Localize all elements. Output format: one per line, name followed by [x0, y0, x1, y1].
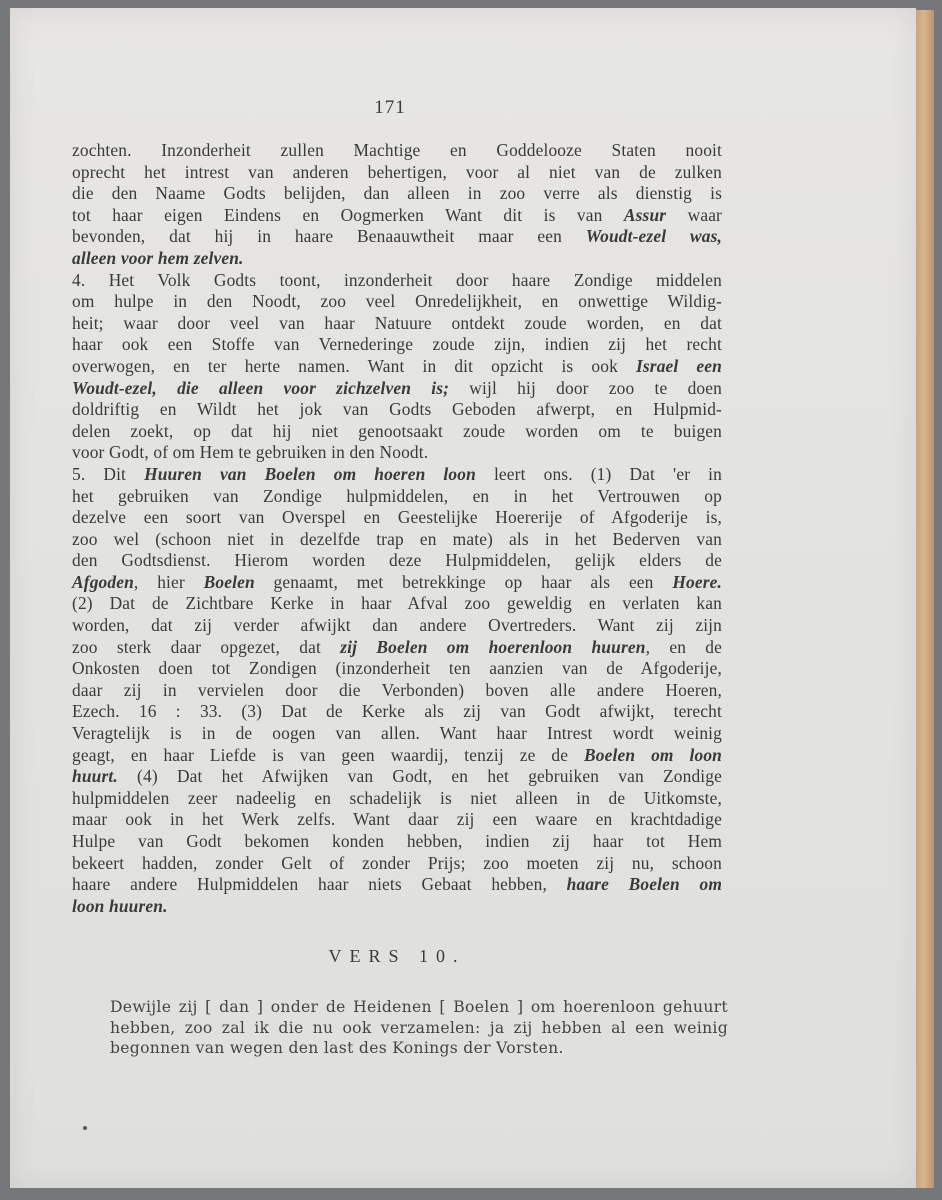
- text-segment: voor Godt, of om Hem te gebruiken in den Noodt.: [72, 442, 429, 463]
- text-line: [72, 572, 722, 594]
- italic-text: Israel een: [635, 355, 722, 376]
- text-line: [72, 226, 722, 248]
- text-line: [72, 442, 722, 464]
- text-segment: dezelve een soort van Overspel en Geestelijke Hoererije of Afgoderije is,: [72, 507, 722, 528]
- text-line: [72, 270, 722, 292]
- paper-speck: [83, 1126, 87, 1130]
- text-line: [72, 745, 722, 767]
- text-segment: oprecht het intrest van anderen behertigen, voor al niet van de zulken: [72, 161, 722, 182]
- text-line: [72, 205, 722, 227]
- text-segment: waar: [666, 204, 722, 225]
- text-line: [72, 291, 722, 313]
- text-segment: den Godtsdienst. Hierom worden deze Hulpmiddelen, gelijk elders de: [72, 550, 722, 571]
- text-segment: (2) Dat de Zichtbare Kerke in haar Afval zoo geweldig en verlaten kan: [72, 593, 722, 614]
- text-line: [72, 615, 722, 637]
- translation-line: begonnen van wegen den last des Konings der Vorsten.: [110, 1039, 564, 1057]
- verse-heading: VERS 10.: [328, 946, 466, 966]
- italic-text: huurt.: [72, 766, 118, 787]
- text-line: [72, 658, 722, 680]
- verse-translation: [110, 997, 728, 1059]
- text-segment: het gebruiken van Zondige hulpmiddelen, en in het Vertrouwen op: [72, 485, 722, 506]
- text-line: [72, 766, 722, 788]
- text-line: [72, 896, 722, 918]
- text-segment: om hulpe in den Noodt, zoo veel Onredelijkheit, en onwettige Wildig-: [72, 291, 722, 312]
- text-line: [72, 788, 722, 810]
- italic-text: Boelen om loon: [584, 744, 722, 765]
- text-segment: , en de: [645, 636, 723, 657]
- text-line: [72, 550, 722, 572]
- text-line: [72, 313, 722, 335]
- italic-text: Hoere.: [672, 571, 722, 592]
- page-edge: [916, 10, 934, 1188]
- text-line: [72, 421, 722, 443]
- text-segment: 5. Dit: [72, 463, 145, 484]
- text-line: [72, 593, 722, 615]
- text-line: [72, 140, 722, 162]
- text-segment: 4. Het Volk Godts toont, inzonderheit door haare Zondige middelen: [72, 269, 722, 290]
- italic-text: Huuren van Boelen om hoeren loon: [144, 463, 476, 484]
- italic-text: alleen voor hem zelven.: [72, 247, 244, 268]
- text-line: [72, 874, 722, 896]
- text-line: [72, 464, 722, 486]
- text-line: [72, 680, 722, 702]
- text-segment: hulpmiddelen zeer nadeelig en schadelijk is niet alleen in de Uitkomste,: [72, 787, 722, 808]
- text-segment: bevonden, dat hij in haare Benaauwtheit maar een: [72, 226, 586, 247]
- text-line: [72, 334, 722, 356]
- text-segment: (4) Dat het Afwijken van Godt, en het gebruiken van Zondige: [117, 766, 722, 787]
- italic-text: Afgoden: [72, 571, 134, 592]
- italic-text: zij Boelen om hoerenloon huuren: [340, 636, 646, 657]
- text-segment: doldriftig en Wildt het jok van Godts Geboden afwerpt, en Hulpmid-: [72, 399, 722, 420]
- italic-text: haare Boelen om: [566, 874, 722, 895]
- translation-line: hebben, zoo zal ik die nu ook verzamelen: ja zij hebben al een weinig: [110, 1018, 728, 1037]
- text-segment: genaamt, met betrekkinge op haar als een: [254, 571, 673, 592]
- text-line: [72, 831, 722, 853]
- text-line: [72, 378, 722, 400]
- italic-text: loon huuren.: [72, 895, 168, 916]
- text-segment: daar zij in vervielen door die Verbonden) boven alle andere Hoeren,: [72, 679, 722, 700]
- page-number: 171: [374, 97, 406, 118]
- text-segment: overwogen, en ter herte namen. Want in dit opzicht is ook: [72, 355, 636, 376]
- text-line: [72, 723, 722, 745]
- text-segment: zoo wel (schoon niet in dezelfde trap en mate) als in het Bederven van: [72, 528, 722, 549]
- text-line: [72, 183, 722, 205]
- text-line: [72, 162, 722, 184]
- text-segment: leert ons. (1) Dat 'er in: [475, 463, 722, 484]
- text-line: [72, 853, 722, 875]
- text-segment: worden, dat zij verder afwijkt dan andere Overtreders. Want zij zijn: [72, 615, 722, 636]
- translation-line: Dewijle zij [ dan ] onder de Heidenen [ Boelen ] om hoerenloon gehuurt: [110, 998, 728, 1016]
- text-segment: delen zoekt, op dat hij niet genootsaakt zoude worden om te buigen: [72, 420, 722, 441]
- body-text: [72, 140, 722, 917]
- text-segment: haar ook een Stoffe van Vernederinge zoude zijn, indien zij het recht: [72, 334, 722, 355]
- text-segment: , hier: [133, 571, 204, 592]
- text-segment: Onkosten doen tot Zondigen (inzonderheit ten aanzien van de Afgoderije,: [72, 658, 722, 679]
- text-segment: Veragtelijk is in de oogen van allen. Want haar Intrest wordt weinig: [72, 723, 722, 744]
- text-segment: wijl hij door zoo te doen: [449, 377, 722, 398]
- text-segment: maar ook in het Werk zelfs. Want daar zij een waare en krachtdadige: [72, 809, 722, 830]
- text-segment: haare andere Hulpmiddelen haar niets Gebaat hebben,: [72, 874, 567, 895]
- text-line: [72, 809, 722, 831]
- text-line: [72, 507, 722, 529]
- text-line: [72, 248, 722, 270]
- text-line: [72, 356, 722, 378]
- italic-text: Woudt-ezel was,: [585, 226, 723, 247]
- text-segment: zochten. Inzonderheit zullen Machtige en Goddelooze Staten nooit: [72, 140, 722, 160]
- text-segment: zoo sterk daar opgezet, dat: [72, 636, 341, 657]
- text-segment: bekeert hadden, zonder Gelt of zonder Prijs; zoo moeten zij nu, schoon: [72, 852, 722, 873]
- text-segment: Ezech. 16 : 33. (3) Dat de Kerke als zij van Godt afwijkt, terecht: [72, 701, 722, 722]
- italic-text: Boelen: [203, 571, 255, 592]
- text-segment: tot haar eigen Eindens en Oogmerken Want dit is van: [72, 204, 624, 225]
- text-segment: Hulpe van Godt bekomen konden hebben, indien zij haar tot Hem: [72, 831, 722, 851]
- text-segment: heit; waar door veel van haar Natuure ontdekt zoude worden, en dat: [72, 312, 722, 333]
- text-segment: die den Naame Godts belijden, dan alleen in zoo verre als dienstig is: [72, 183, 722, 204]
- text-line: [72, 529, 722, 551]
- text-segment: geagt, en haar Liefde is van geen waardij, tenzij ze de: [72, 744, 585, 765]
- text-line: [72, 486, 722, 508]
- italic-text: Woudt-ezel, die alleen voor zichzelven is;: [72, 377, 450, 398]
- text-line: [72, 701, 722, 723]
- italic-text: Assur: [623, 204, 667, 225]
- text-line: [72, 399, 722, 421]
- text-line: [72, 637, 722, 659]
